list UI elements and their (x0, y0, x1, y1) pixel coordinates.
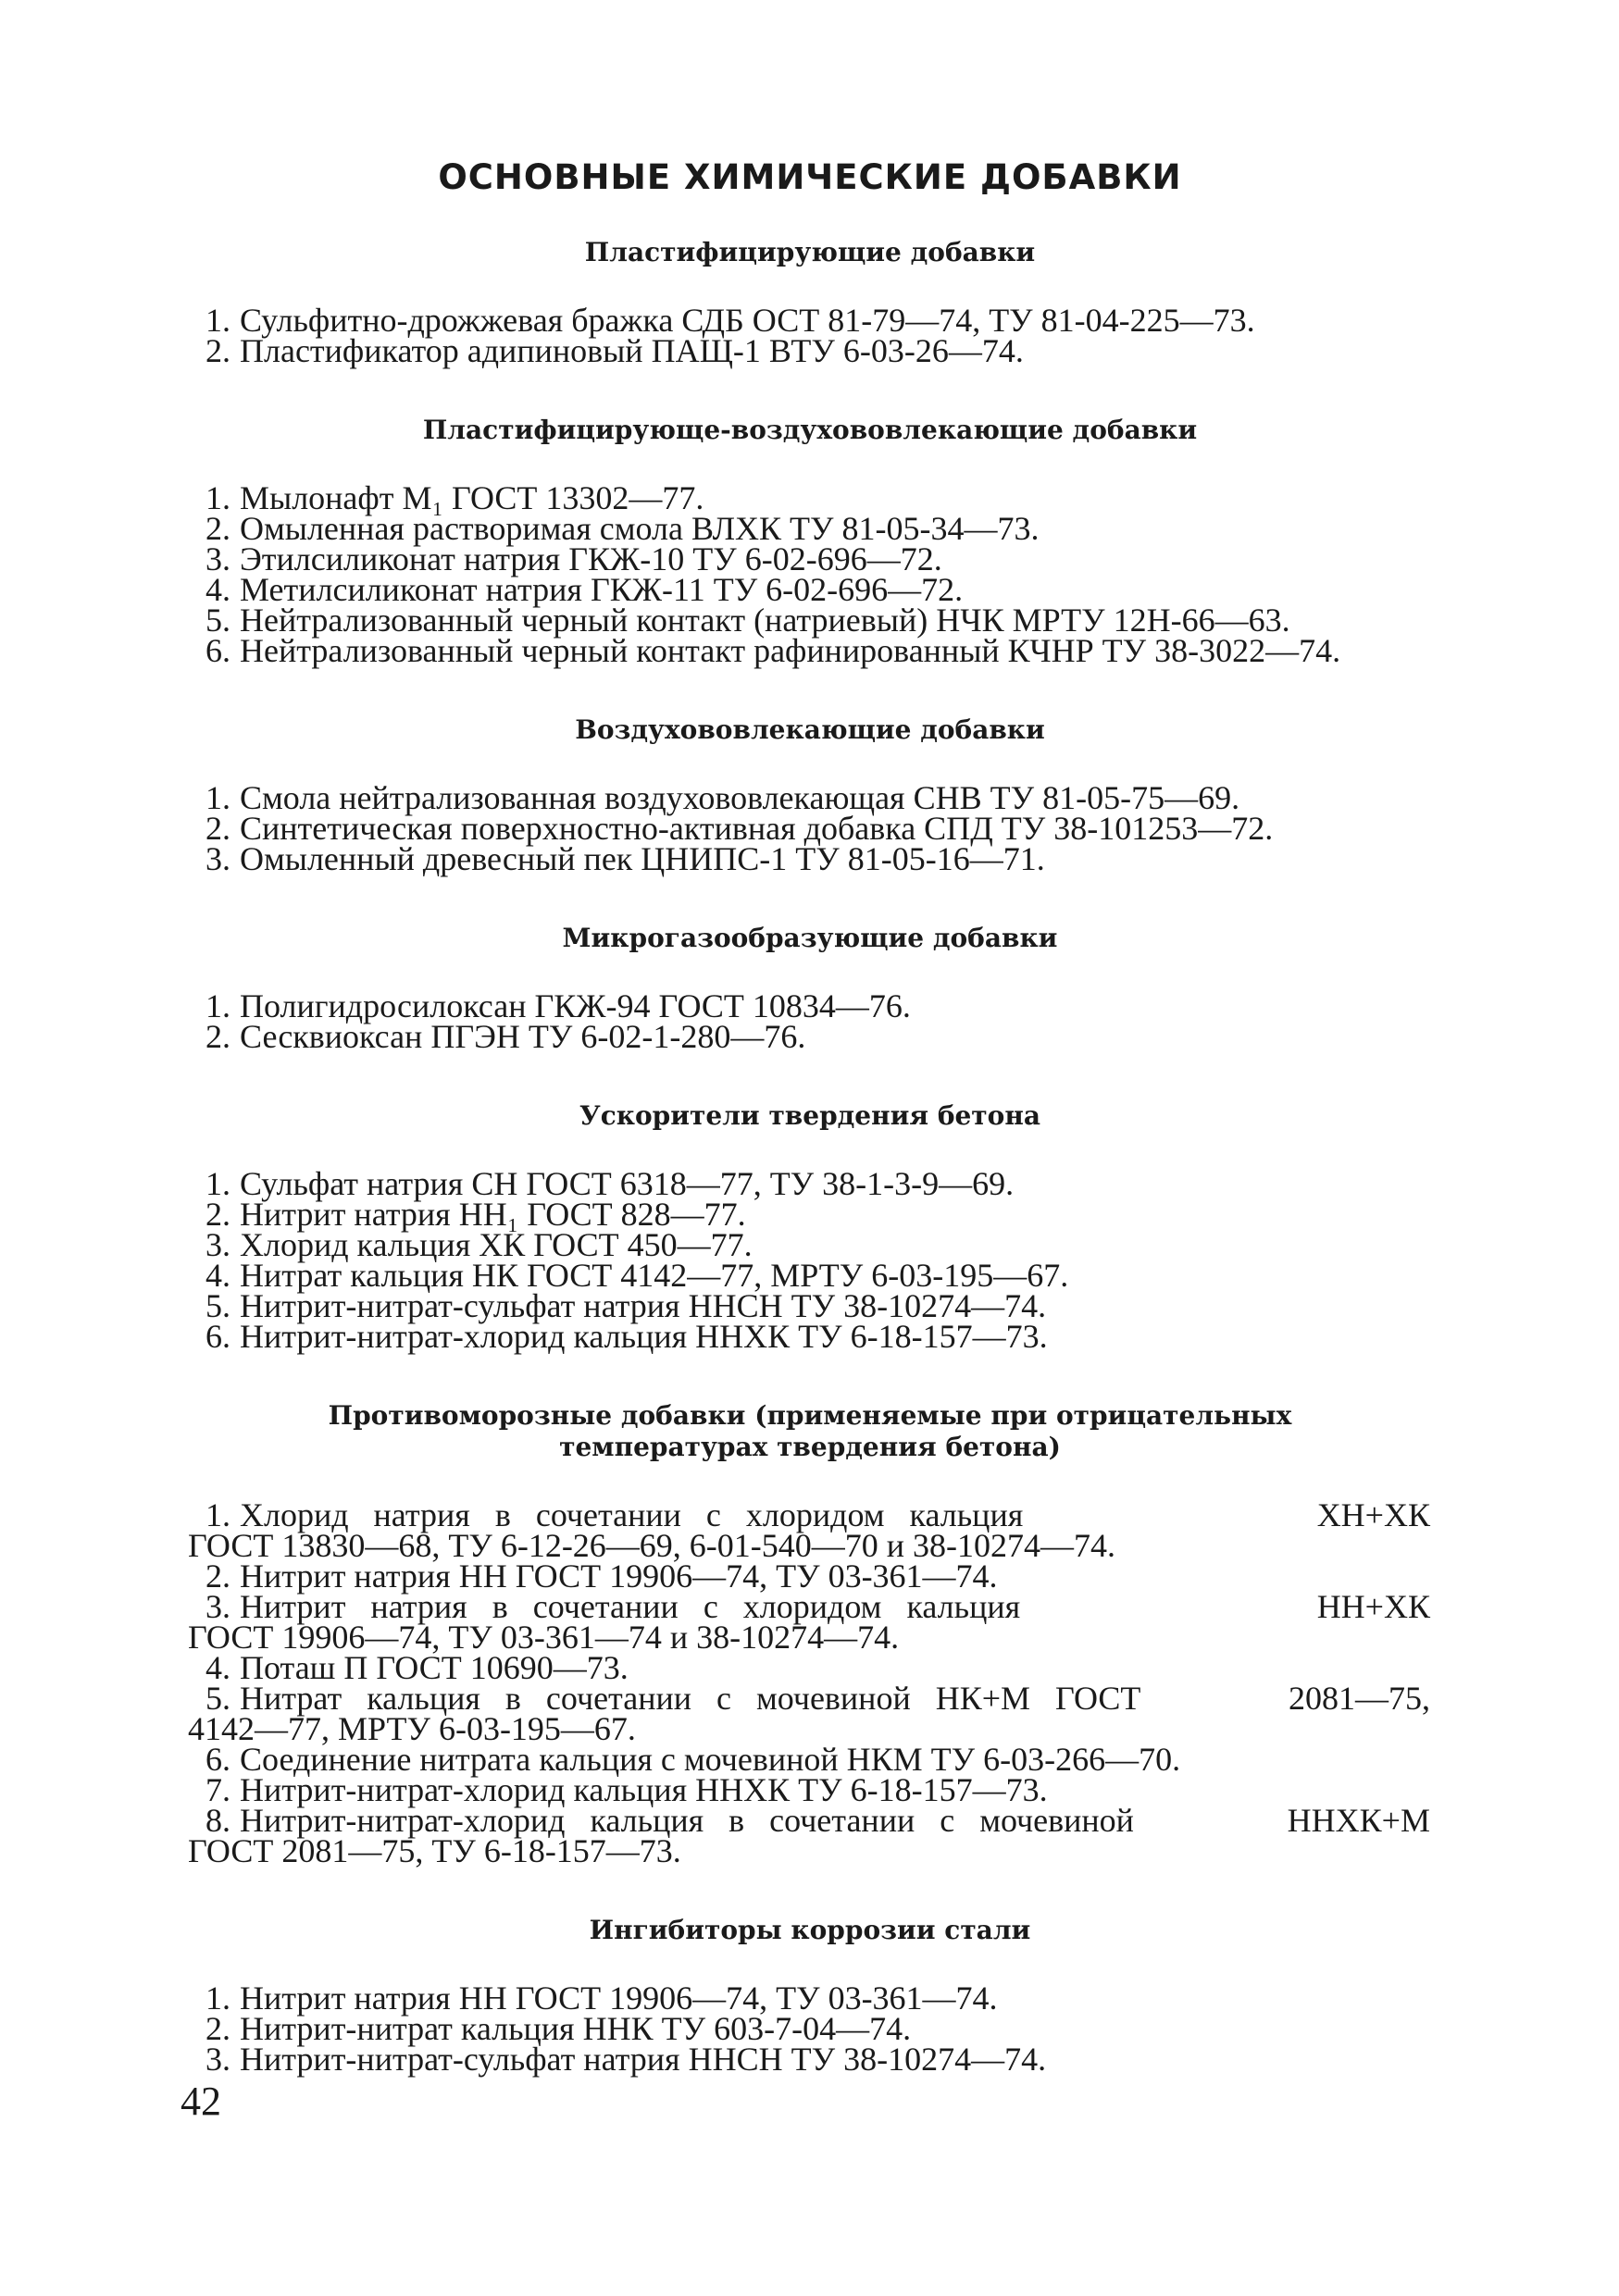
item-list (190, 479, 1430, 669)
item-number: 8. (205, 1802, 230, 1839)
item-text-tail: ННХК+М (1287, 1802, 1430, 1839)
item-number: 1. (205, 1496, 230, 1533)
item-number: 2. (205, 2010, 230, 2047)
item-number: 7. (205, 1771, 230, 1808)
item-number: 5. (205, 1680, 230, 1717)
section-heading: Противоморозные добавки (применяемые при отрицательных температурах твердения бетона) (328, 1400, 1292, 1462)
item-text: Нитрит натрия в сочетании с хлоридом кальция (240, 1588, 1021, 1625)
item-text-tail: 2081—75, (1289, 1680, 1430, 1717)
list-item (190, 2041, 1430, 2078)
section (190, 1100, 1430, 1355)
item-number: 6. (205, 1741, 230, 1778)
section-heading: Ускорители твердения бетона (579, 1100, 1040, 1131)
item-text: Нитрит натрия НН ГОСТ 19906—74, ТУ 03-361—74. (240, 1558, 998, 1595)
item-text-tail: ХН+ХК (1316, 1496, 1430, 1533)
item-number: 2. (205, 1196, 230, 1233)
item-number: 2. (205, 332, 230, 369)
item-text-continuation: ГОСТ 2081—75, ТУ 6-18-157—73. (188, 1832, 681, 1869)
item-text: Нитрит натрия НН ГОСТ 19906—74, ТУ 03-361—74. (240, 1980, 998, 2017)
item-list (190, 302, 1430, 369)
item-text: Нитрит-нитрат-сульфат натрия ННСН ТУ 38-10274—74. (240, 1287, 1047, 1324)
item-text: Полигидросилоксан ГКЖ-94 ГОСТ 10834—76. (240, 987, 911, 1024)
list-item (188, 1680, 1430, 1747)
page-number: 42 (181, 2079, 221, 2124)
page-content (190, 157, 1430, 2123)
list-item (190, 632, 1430, 669)
item-text: Смола нейтрализованная воздухововлекающая СНВ ТУ 81-05-75—69. (240, 779, 1240, 816)
list-item (190, 840, 1430, 877)
item-number: 4. (205, 571, 230, 608)
item-number: 4. (205, 1649, 230, 1686)
section (190, 714, 1430, 875)
item-text-continuation: 4142—77, МРТУ 6-03-195—67. (188, 1710, 636, 1747)
item-list (190, 779, 1430, 877)
section-heading: Пластифицирующие добавки (584, 237, 1036, 267)
list-item (190, 1318, 1430, 1355)
section-heading: Воздухововлекающие добавки (575, 714, 1045, 745)
item-number: 4. (205, 1257, 230, 1294)
item-text: Омыленный древесный пек ЦНИПС-1 ТУ 81-05-16—71. (240, 840, 1045, 877)
page-title: ОСНОВНЫЕ ХИМИЧЕСКИЕ ДОБАВКИ (438, 157, 1182, 197)
item-number: 1. (205, 1165, 230, 1202)
item-number: 2. (205, 1558, 230, 1595)
item-text: Поташ П ГОСТ 10690—73. (240, 1649, 629, 1686)
item-number: 6. (205, 632, 230, 669)
item-number: 1. (205, 1980, 230, 2017)
sections-container (188, 237, 1430, 2078)
section (190, 1400, 1430, 1867)
item-text: Сульфат натрия СН ГОСТ 6318—77, ТУ 38-1-3-9—69. (240, 1165, 1015, 1202)
list-item (188, 1802, 1430, 1869)
section-heading: Ингибиторы коррозии стали (589, 1915, 1031, 1945)
item-number: 2. (205, 810, 230, 847)
item-number: 2. (205, 1018, 230, 1055)
item-list (190, 1165, 1430, 1355)
item-number: 1. (205, 479, 230, 516)
item-text: Нитрит-нитрат-хлорид кальция ННХК ТУ 6-18-157—73. (240, 1771, 1048, 1808)
item-text: Нитрит-нитрат-хлорид кальция ННХК ТУ 6-18-157—73. (240, 1318, 1048, 1355)
list-item (188, 1588, 1430, 1656)
item-list (190, 987, 1430, 1055)
item-list (188, 1496, 1430, 1869)
item-number: 3. (205, 2041, 230, 2078)
item-text: Нитрит-нитрат-сульфат натрия ННСН ТУ 38-10274—74. (240, 2041, 1047, 2078)
item-text: Омыленная растворимая смола ВЛХК ТУ 81-05-34—73. (240, 510, 1040, 547)
item-text: Синтетическая поверхностно-активная добавка СПД ТУ 38-101253—72. (240, 810, 1274, 847)
list-item (190, 1018, 1430, 1055)
item-text: Хлорид натрия в сочетании с хлоридом кальция (240, 1496, 1024, 1533)
item-text: Этилсиликонат натрия ГКЖ-10 ТУ 6-02-696—72. (240, 540, 942, 577)
item-text: Хлорид кальция ХК ГОСТ 450—77. (240, 1226, 753, 1263)
item-number: 3. (205, 840, 230, 877)
item-text: Нитрат кальция в сочетании с мочевиной НК+М ГОСТ (240, 1680, 1141, 1717)
item-text: Сесквиоксан ПГЭН ТУ 6-02-1-280—76. (240, 1018, 806, 1055)
item-text: Сульфитно-дрожжевая бражка СДБ ОСТ 81-79—74, ТУ 81-04-225—73. (240, 302, 1255, 339)
item-number: 1. (205, 779, 230, 816)
item-text: Нитрит натрия НН₁ ГОСТ 828—77. (240, 1196, 746, 1233)
item-number: 3. (205, 540, 230, 577)
item-text: Метилсиликонат натрия ГКЖ-11 ТУ 6-02-696—72. (240, 571, 964, 608)
item-number: 6. (205, 1318, 230, 1355)
section-heading: Пластифицирующе-воздухововлекающие добавки (422, 415, 1198, 445)
item-list (190, 1980, 1430, 2078)
item-text: Нейтрализованный черный контакт рафинированный КЧНР ТУ 38-3022—74. (240, 632, 1341, 669)
item-number: 1. (205, 302, 230, 339)
section (190, 237, 1430, 369)
item-number: 5. (205, 1287, 230, 1324)
item-text: Соединение нитрата кальция с мочевиной НКМ ТУ 6-03-266—70. (240, 1741, 1181, 1778)
item-number: 2. (205, 510, 230, 547)
item-text-tail: НН+ХК (1316, 1588, 1430, 1625)
item-text: Нейтрализованный черный контакт (натриевый) НЧК МРТУ 12Н-66—63. (240, 602, 1290, 639)
item-number: 1. (205, 987, 230, 1024)
item-text-continuation: ГОСТ 19906—74, ТУ 03-361—74 и 38-10274—74. (188, 1619, 900, 1656)
item-text: Нитрит-нитрат кальция ННК ТУ 603-7-04—74. (240, 2010, 912, 2047)
item-text-continuation: ГОСТ 13830—68, ТУ 6-12-26—69, 6-01-540—70 и 38-10274—74. (188, 1527, 1116, 1564)
item-text: Нитрит-нитрат-хлорид кальция в сочетании с мочевиной (240, 1802, 1134, 1839)
item-number: 3. (205, 1588, 230, 1625)
list-item (188, 1496, 1430, 1564)
item-number: 3. (205, 1226, 230, 1263)
item-number: 5. (205, 602, 230, 639)
item-text: Мылонафт М₁ ГОСТ 13302—77. (240, 479, 704, 516)
item-text: Нитрат кальция НК ГОСТ 4142—77, МРТУ 6-03-195—67. (240, 1257, 1069, 1294)
section (190, 415, 1430, 669)
section (190, 923, 1430, 1055)
item-text: Пластификатор адипиновый ПАЩ-1 ВТУ 6-03-26—74. (240, 332, 1024, 369)
section-heading: Микрогазообразующие добавки (562, 923, 1058, 953)
section (190, 1915, 1430, 2078)
list-item (190, 332, 1430, 369)
